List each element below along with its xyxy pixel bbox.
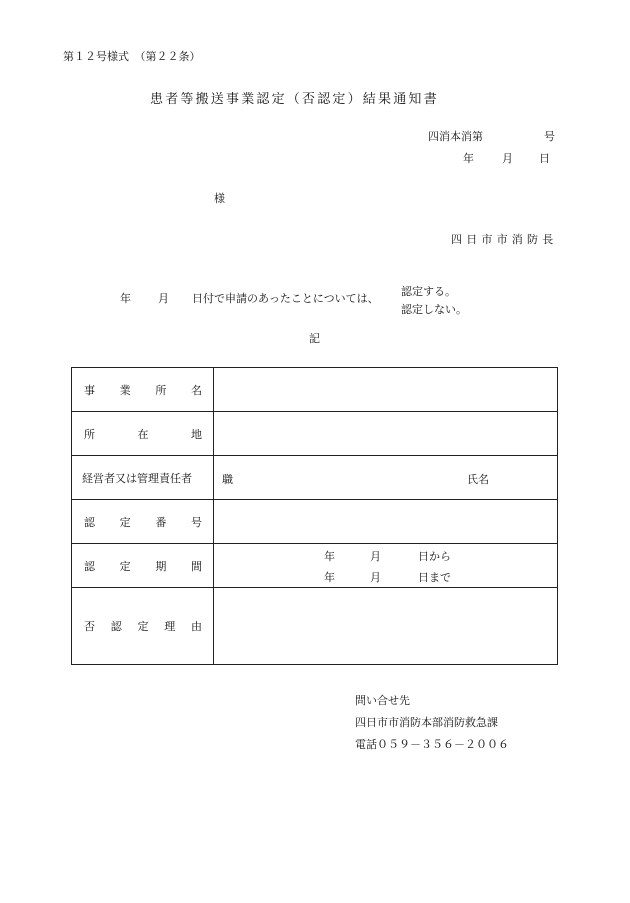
contact-heading: 問い合せ先 — [355, 694, 410, 707]
reference-prefix: 四消本消第 — [428, 130, 483, 143]
cert-number-value — [214, 500, 557, 543]
period-to-year: 年 — [324, 571, 335, 584]
table-row-denial-reason — [72, 588, 557, 664]
certification-table — [71, 367, 558, 665]
contact-block — [355, 690, 509, 756]
denial-reason-label-cell — [72, 588, 214, 664]
denial-reason-label: 否認定理由 — [84, 620, 202, 633]
business-name-label: 事業所名 — [84, 383, 202, 397]
reference-number — [428, 128, 555, 144]
manager-label-cell — [72, 456, 214, 499]
issue-date-day: 日 — [539, 152, 550, 165]
location-label-cell — [72, 412, 214, 455]
period-from-month: 月 — [370, 550, 381, 563]
cert-number-label-cell — [72, 500, 214, 543]
document-title: 患者等搬送事業認定（否認定）結果通知書 — [150, 92, 439, 107]
table-row-manager — [72, 456, 557, 500]
period-to-day: 日まで — [418, 571, 451, 584]
addressee-honorific: 様 — [214, 192, 225, 205]
contact-phone: 電話０５９－３５６－２００６ — [355, 738, 509, 751]
table-row-cert-number — [72, 500, 557, 544]
application-text: 日付で申請のあったことについては、 — [192, 292, 379, 305]
period-from-day: 日から — [418, 550, 451, 563]
manager-value — [214, 456, 557, 499]
issue-date — [463, 150, 563, 164]
table-row-period — [72, 544, 557, 588]
issue-date-year: 年 — [463, 152, 474, 165]
form-number: 第１２号様式 （第２２条） — [63, 50, 201, 63]
table-row-location — [72, 412, 557, 456]
reference-number-suffix: 号 — [544, 130, 555, 143]
decision-deny: 認定しない。 — [401, 303, 467, 316]
period-label: 認定期間 — [84, 559, 202, 573]
business-name-value — [214, 368, 557, 411]
period-to-month: 月 — [370, 571, 381, 584]
cert-number-label: 認定番号 — [84, 515, 202, 529]
period-from-year: 年 — [324, 550, 335, 563]
period-label-cell — [72, 544, 214, 587]
table-row-business-name — [72, 368, 557, 412]
sender-title: 四日市市消防長 — [451, 233, 558, 246]
issue-date-month: 月 — [502, 152, 513, 165]
manager-position-label: 職 — [222, 473, 233, 486]
manager-name-label: 氏名 — [467, 473, 489, 486]
location-value — [214, 412, 557, 455]
business-name-label-cell — [72, 368, 214, 411]
decision-approve: 認定する。 — [401, 285, 456, 298]
denial-reason-value — [214, 588, 557, 664]
manager-label: 経営者又は管理責任者 — [82, 471, 192, 485]
ki-heading: 記 — [309, 332, 320, 345]
application-month: 月 — [158, 292, 169, 305]
application-sentence — [120, 290, 400, 304]
period-value — [214, 544, 557, 587]
location-label: 所在地 — [84, 427, 202, 441]
contact-department: 四日市市消防本部消防救急課 — [355, 716, 498, 729]
application-year: 年 — [120, 292, 131, 305]
